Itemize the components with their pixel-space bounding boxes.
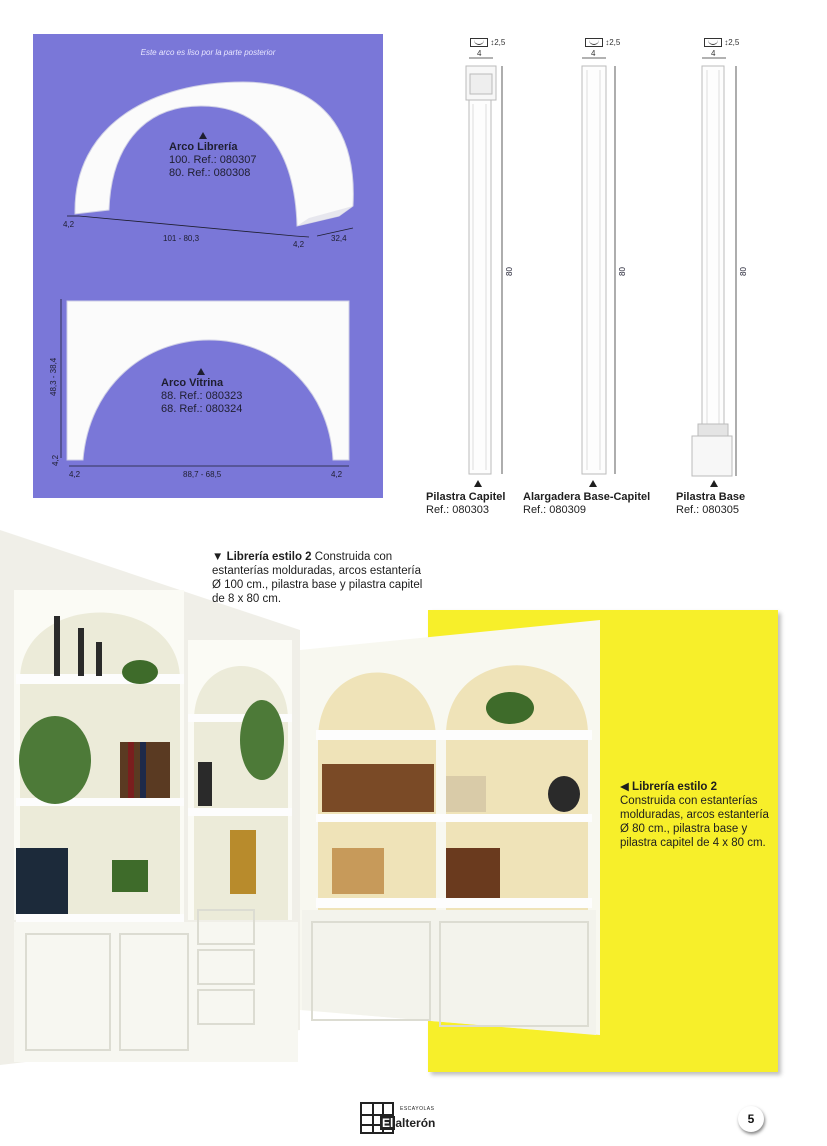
crown-profile-icon: [470, 38, 488, 47]
logo-brand: [380, 1116, 435, 1130]
arco-libreria-title: Arco Librería: [169, 141, 238, 153]
bookshelf-photo: [0, 530, 605, 1065]
dim-libreria-right-width: 4,2: [293, 240, 305, 249]
alargadera-label: [523, 480, 650, 517]
caption-triangle-left-icon: ◀: [620, 781, 633, 793]
arco-vitrina-title: Arco Vitrina: [161, 377, 224, 389]
dim-vitrina-corner: 4,2: [51, 454, 60, 466]
caption-libreria-left-text: Construida con estanterías molduradas, arcos estantería Ø 100 cm., pilastra base y pilastra capitel de 8 x 80 cm.: [212, 551, 423, 605]
brand-logo: [360, 1100, 470, 1136]
pilastra-capitel-ref: Ref.: 080303: [426, 504, 489, 516]
pilastra-base-label: [676, 480, 745, 517]
dim-vitrina-left-width: 4,2: [69, 470, 81, 479]
pilastra-capitel-label: [426, 480, 505, 517]
arco-libreria-ref2: 80. Ref.: 080308: [169, 167, 251, 179]
alargadera-title: Alargadera Base-Capitel: [523, 491, 651, 503]
dim-vitrina-span: 88,7 - 68,5: [183, 470, 222, 479]
page-number: 5: [738, 1106, 764, 1132]
pilastra-base-width: 4: [711, 49, 716, 58]
profile-depth: 2,5: [609, 38, 621, 47]
profile-depth: 2,5: [494, 38, 506, 47]
dim-libreria-left-width: 4,2: [63, 220, 75, 229]
pilastra-base-ref: Ref.: 080305: [676, 504, 739, 516]
caption-libreria-right-title: Librería estilo 2: [632, 781, 718, 793]
dim-vitrina-height: 48,3 - 38,4: [49, 357, 58, 396]
pointer-triangle-icon: [710, 480, 718, 487]
arco-vitrina-ref1: 88. Ref.: 080323: [161, 390, 243, 402]
dim-vitrina-right-width: 4,2: [331, 470, 343, 479]
alargadera-width: 4: [591, 49, 596, 58]
caption-libreria-right: [620, 780, 770, 850]
caption-libreria-left-title: Librería estilo 2: [226, 551, 312, 563]
alargadera-shape: [582, 58, 615, 474]
crown-profile-icon: [704, 38, 722, 47]
crown-profile-icon: [585, 38, 603, 47]
pilastra-base-shape: [692, 58, 736, 476]
caption-libreria-right-text: Construida con estanterías molduradas, arcos estantería Ø 80 cm., pilastra base y pilastra capitel de 4 x 80 cm.: [620, 795, 769, 849]
logo-small-text: ESCAYOLAS: [400, 1106, 435, 1112]
pilastra-base-title: Pilastra Base: [676, 491, 746, 503]
alargadera-ref: Ref.: 080309: [523, 504, 586, 516]
arco-libreria-ref1: 100. Ref.: 080307: [169, 154, 257, 166]
pilastra-base-height: 80: [739, 267, 748, 276]
pilastra-base-profile: ↕2,5: [704, 38, 739, 47]
arco-vitrina-ref2: 68. Ref.: 080324: [161, 403, 243, 415]
caption-triangle-down-icon: ▼: [212, 551, 227, 563]
pilastra-capitel-profile: ↕2,5: [470, 38, 505, 47]
alargadera-profile: ↕2,5: [585, 38, 620, 47]
pilastra-capitel-shape: [466, 58, 502, 474]
panel-note: Este arco es liso por la parte posterior: [140, 48, 276, 57]
caption-libreria-left: [212, 550, 432, 606]
dim-libreria-depth: 32,4: [331, 234, 347, 243]
pilastra-capitel-height: 80: [505, 267, 514, 276]
pilastra-capitel-title: Pilastra Capitel: [426, 491, 506, 503]
dim-libreria-span: 101 - 80,3: [163, 234, 200, 243]
logo-brand-b: alterón: [395, 1116, 436, 1130]
alargadera-height: 80: [618, 267, 627, 276]
pointer-triangle-icon: [474, 480, 482, 487]
pointer-triangle-icon: [589, 480, 597, 487]
pilaster-illustrations: [0, 0, 827, 500]
pilastra-capitel-width: 4: [477, 49, 482, 58]
profile-depth: 2,5: [728, 38, 740, 47]
logo-brand-a: El: [382, 1116, 394, 1130]
